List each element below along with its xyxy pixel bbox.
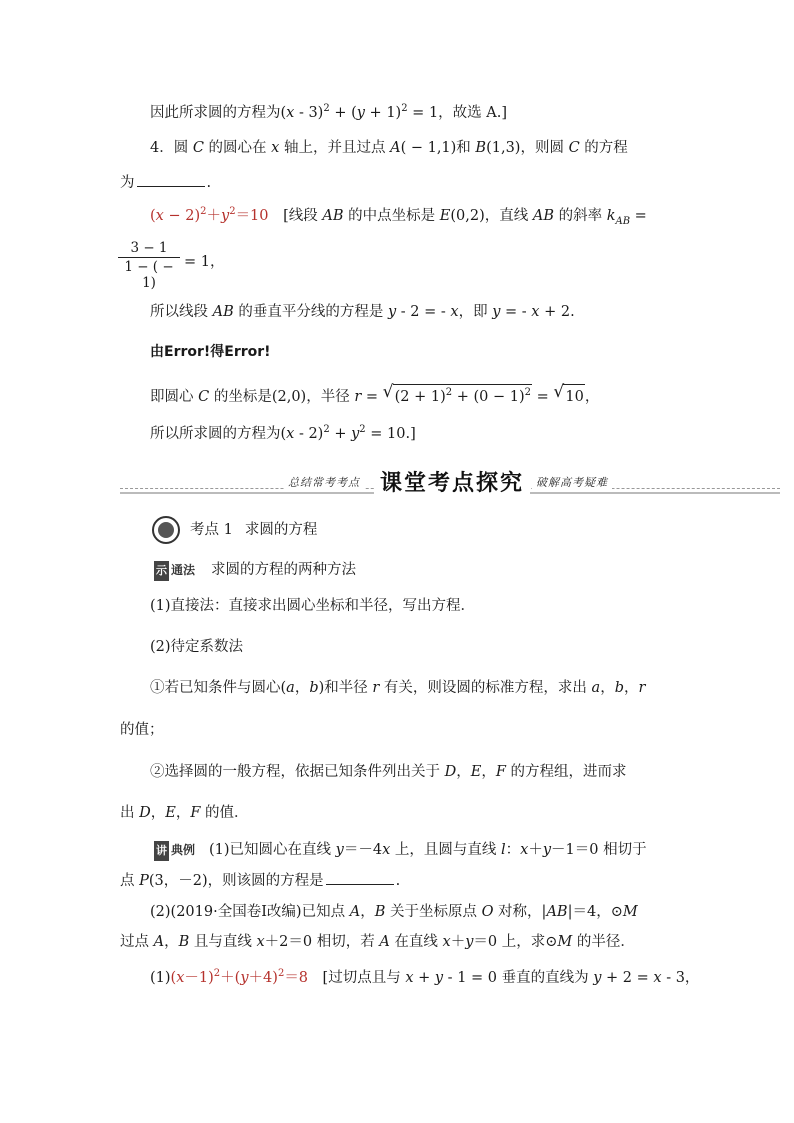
slope-fraction: $\frac{3 - 1}{1 - ( - 1)}$ (118, 240, 180, 291)
method-sub-1-line-1: ①若已知条件与圆心(a，b)和半径 r 有关，则设圆的标准方程，求出 a，b，r (150, 680, 646, 696)
method-sub-2-line-2: 出 D，E，F 的值． (120, 805, 249, 821)
example-answer-result: $(x-1)^2+(y+4)^2=8$ (170, 968, 309, 986)
banner-title: 课堂考点探究 (374, 466, 530, 497)
example-part-2-line-2: 过点 A，B 且与直线 x＋2＝0 相切，若 A 在直线 x＋y＝0 上，求⊙M 的半径． (120, 934, 635, 950)
kaodian-heading: 考点 1 求圆的方程 (190, 522, 318, 538)
method-tag-icon: 示 (154, 561, 169, 581)
example-answer-blank[interactable] (326, 870, 394, 885)
prev-conclusion-line: 因此所求圆的方程为$(x - 3)^2 + (y + 1)^2 = 1$，故选 A.] (150, 103, 508, 121)
center-radius-line: 即圆心 C 的坐标是(2,0)，半径 r = √ $(2 + 1)^2 + (0 - 1)^2$ = √ 10， (150, 382, 600, 405)
answer-4-result: $(x - 2)^2+y^2=10$ (150, 206, 269, 224)
example-line-2: 点 P(3，－2)，则该圆的方程是 . (120, 870, 400, 891)
method-item-2: (2)待定系数法 (150, 639, 244, 655)
example-tag-icon: 讲 (154, 841, 169, 861)
method-sub-1-line-2: 的值； (120, 722, 164, 738)
question-4-line-2: 为 . (120, 172, 211, 193)
method-item-1: (1)直接法：直接求出圆心坐标和半径，写出方程． (150, 598, 476, 614)
error-line: 由Error!得Error! (150, 344, 271, 360)
banner-left-text: 总结常考考点 (284, 474, 364, 490)
answer-4-line-1: $(x - 2)^2+y^2=10$ [线段 AB 的中点坐标是 E(0,2)，直线 AB 的斜率 $k_{AB}$ = (150, 206, 647, 227)
method-sub-2-line-1: ②选择圆的一般方程，依据已知条件列出关于 D，E，F 的方程组，进而求 (150, 764, 627, 780)
section-banner (120, 466, 780, 496)
banner-right-text: 破解高考疑难 (532, 474, 612, 490)
slope-fraction-result: = 1， (184, 254, 225, 270)
example-part-2-line-1: (2)(2019·全国卷Ⅰ改编)已知点 A，B 关于坐标原点 O 对称，|AB|＝4，⊙M (150, 904, 638, 920)
sqrt-expression-1: √ $(2 + 1)^2 + (0 - 1)^2$ (382, 382, 532, 405)
final-equation-line: 所以所求圆的方程为$(x - 2)^2 + y^2 = 10$.] (150, 424, 416, 442)
bisector-line: 所以线段 AB 的垂直平分线的方程是 y - 2 = - x，即 y = - x + 2. (150, 304, 575, 320)
question-4-line-1: 4．圆 C 的圆心在 x 轴上，并且过点 A( − 1,1)和 B(1,3)，则圆 C 的方程 (150, 140, 628, 156)
answer-blank[interactable] (137, 172, 205, 187)
sqrt-expression-2: √ 10 (553, 382, 584, 405)
example-line-1: 讲 典例 (1)已知圆心在直线 y＝－4x 上，且圆与直线 l：x＋y－1＝0 相切于 (154, 840, 647, 861)
method-heading: 示 通法 求圆的方程的两种方法 (154, 560, 356, 581)
example-answer-line: $(1)(x-1)^2+(y+4)^2=8$ [过切点且与 x + y - 1 = 0 垂直的直线为 y + 2 = x - 3， (150, 968, 700, 986)
kaodian-circle-icon (152, 516, 180, 544)
